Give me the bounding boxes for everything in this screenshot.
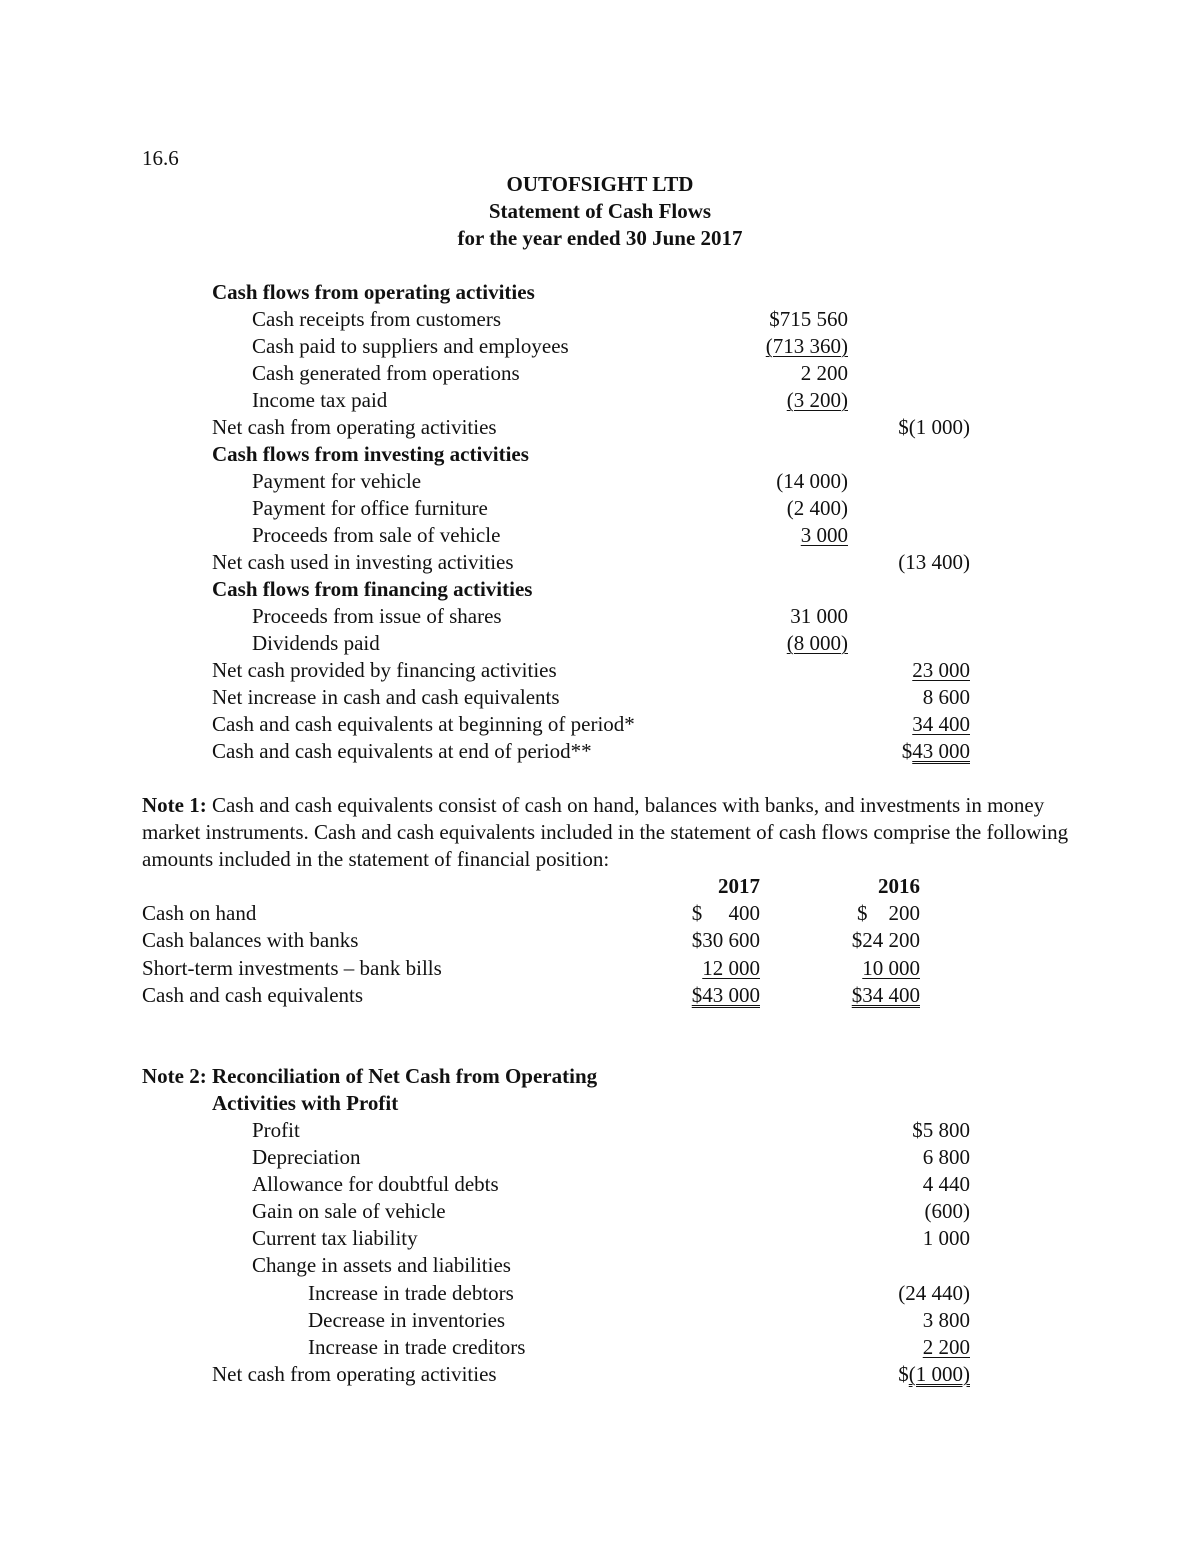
summary-total: 34 400	[912, 712, 970, 736]
reconciliation-amount: $5 800	[912, 1118, 970, 1142]
reconciliation-amount: 1 000	[922, 1226, 970, 1250]
line-item-label: Payment for vehicle	[252, 469, 422, 493]
reconciliation-label: Current tax liability	[252, 1226, 418, 1250]
statement-period: for the year ended 30 June 2017	[457, 226, 743, 250]
change-amount: 2 200	[922, 1335, 970, 1359]
net-operating-label: Net cash from operating activities	[212, 415, 497, 439]
summary-total: 8 600	[922, 685, 970, 709]
change-amount: (24 440)	[898, 1281, 970, 1305]
note1-value-2017: 12 000	[702, 956, 760, 980]
note1-row-label: Cash and cash equivalents	[142, 983, 364, 1007]
reconciliation-label: Depreciation	[252, 1145, 361, 1169]
line-item-amount: (713 360)	[765, 334, 848, 358]
note1-value-2016: $ 200	[857, 901, 920, 925]
note1-row-label: Cash on hand	[142, 901, 257, 925]
summary-total: 43 000	[912, 739, 970, 763]
line-item-amount: 2 200	[800, 361, 848, 385]
change-label: Decrease in inventories	[308, 1308, 506, 1332]
reconciliation-net-total: (1 000)	[908, 1362, 970, 1386]
reconciliation-label: Allowance for doubtful debts	[252, 1172, 499, 1196]
reconciliation-label: Gain on sale of vehicle	[252, 1199, 446, 1223]
line-item-amount: 31 000	[790, 604, 848, 628]
line-item-label: Proceeds from issue of shares	[252, 604, 502, 628]
reconciliation-amount: 4 440	[922, 1172, 970, 1196]
net-investing-total: (13 400)	[898, 550, 970, 574]
note1-value-2017: $30 600	[691, 928, 760, 952]
note1-column-header: 2017	[718, 874, 760, 898]
summary-label: Cash and cash equivalents at end of period**	[212, 739, 592, 763]
note2-subtitle: Activities with Profit	[212, 1091, 399, 1115]
note1-value-2016: 10 000	[862, 956, 920, 980]
line-item-amount: (3 200)	[786, 388, 848, 412]
change-label: Increase in trade debtors	[308, 1281, 514, 1305]
line-item-label: Payment for office furniture	[252, 496, 488, 520]
line-item-amount: (14 000)	[776, 469, 848, 493]
note1-paragraph	[142, 792, 1072, 873]
problem-number: 16.6	[142, 146, 179, 170]
financing-heading: Cash flows from financing activities	[212, 577, 533, 601]
net-financing-label: Net cash provided by financing activities	[212, 658, 557, 682]
reconciliation-net-prefix: $	[898, 1362, 909, 1386]
reconciliation-amount: (600)	[924, 1199, 970, 1223]
note1-row-label: Short-term investments – bank bills	[142, 956, 442, 980]
net-operating-total: $(1 000)	[898, 415, 970, 439]
line-item-label: Dividends paid	[252, 631, 380, 655]
line-item-label: Proceeds from sale of vehicle	[252, 523, 501, 547]
line-item-label: Cash receipts from customers	[252, 307, 502, 331]
net-investing-label: Net cash used in investing activities	[212, 550, 514, 574]
investing-heading: Cash flows from investing activities	[212, 442, 529, 466]
summary-label: Net increase in cash and cash equivalents	[212, 685, 560, 709]
line-item-amount: (8 000)	[786, 631, 848, 655]
summary-total-prefix: $	[901, 739, 913, 763]
line-item-label: Income tax paid	[252, 388, 388, 412]
note1-title: Note 1:	[142, 793, 207, 817]
operating-heading: Cash flows from operating activities	[212, 280, 535, 304]
line-item-amount: (2 400)	[786, 496, 848, 520]
statement-title: Statement of Cash Flows	[488, 199, 712, 223]
changes-heading: Change in assets and liabilities	[252, 1253, 511, 1277]
note2-title: Note 2: Reconciliation of Net Cash from Operating	[142, 1064, 598, 1088]
line-item-amount: 3 000	[800, 523, 848, 547]
net-financing-total: 23 000	[912, 658, 970, 682]
summary-label: Cash and cash equivalents at beginning of period*	[212, 712, 635, 736]
line-item-label: Cash generated from operations	[252, 361, 520, 385]
note1-value-2016: $34 400	[851, 983, 920, 1007]
reconciliation-label: Profit	[252, 1118, 300, 1142]
note1-value-2016: $24 200	[851, 928, 920, 952]
note1-text: Cash and cash equivalents consist of cash on hand, balances with banks, and investments in money market instruments. Cash and cash equivalents included in the statement of cash flows comprise the following amounts included in the statement of financial position:	[142, 793, 1069, 871]
line-item-amount: $715 560	[769, 307, 848, 331]
note1-value-2017: $43 000	[691, 983, 760, 1007]
line-item-label: Cash paid to suppliers and employees	[252, 334, 569, 358]
note1-row-label: Cash balances with banks	[142, 928, 359, 952]
reconciliation-amount: 6 800	[922, 1145, 970, 1169]
reconciliation-net-label: Net cash from operating activities	[212, 1362, 497, 1386]
note1-value-2017: $ 400	[691, 901, 760, 925]
change-label: Increase in trade creditors	[308, 1335, 526, 1359]
change-amount: 3 800	[922, 1308, 970, 1332]
note1-column-header: 2016	[878, 874, 920, 898]
company-name: OUTOFSIGHT LTD	[506, 172, 694, 196]
